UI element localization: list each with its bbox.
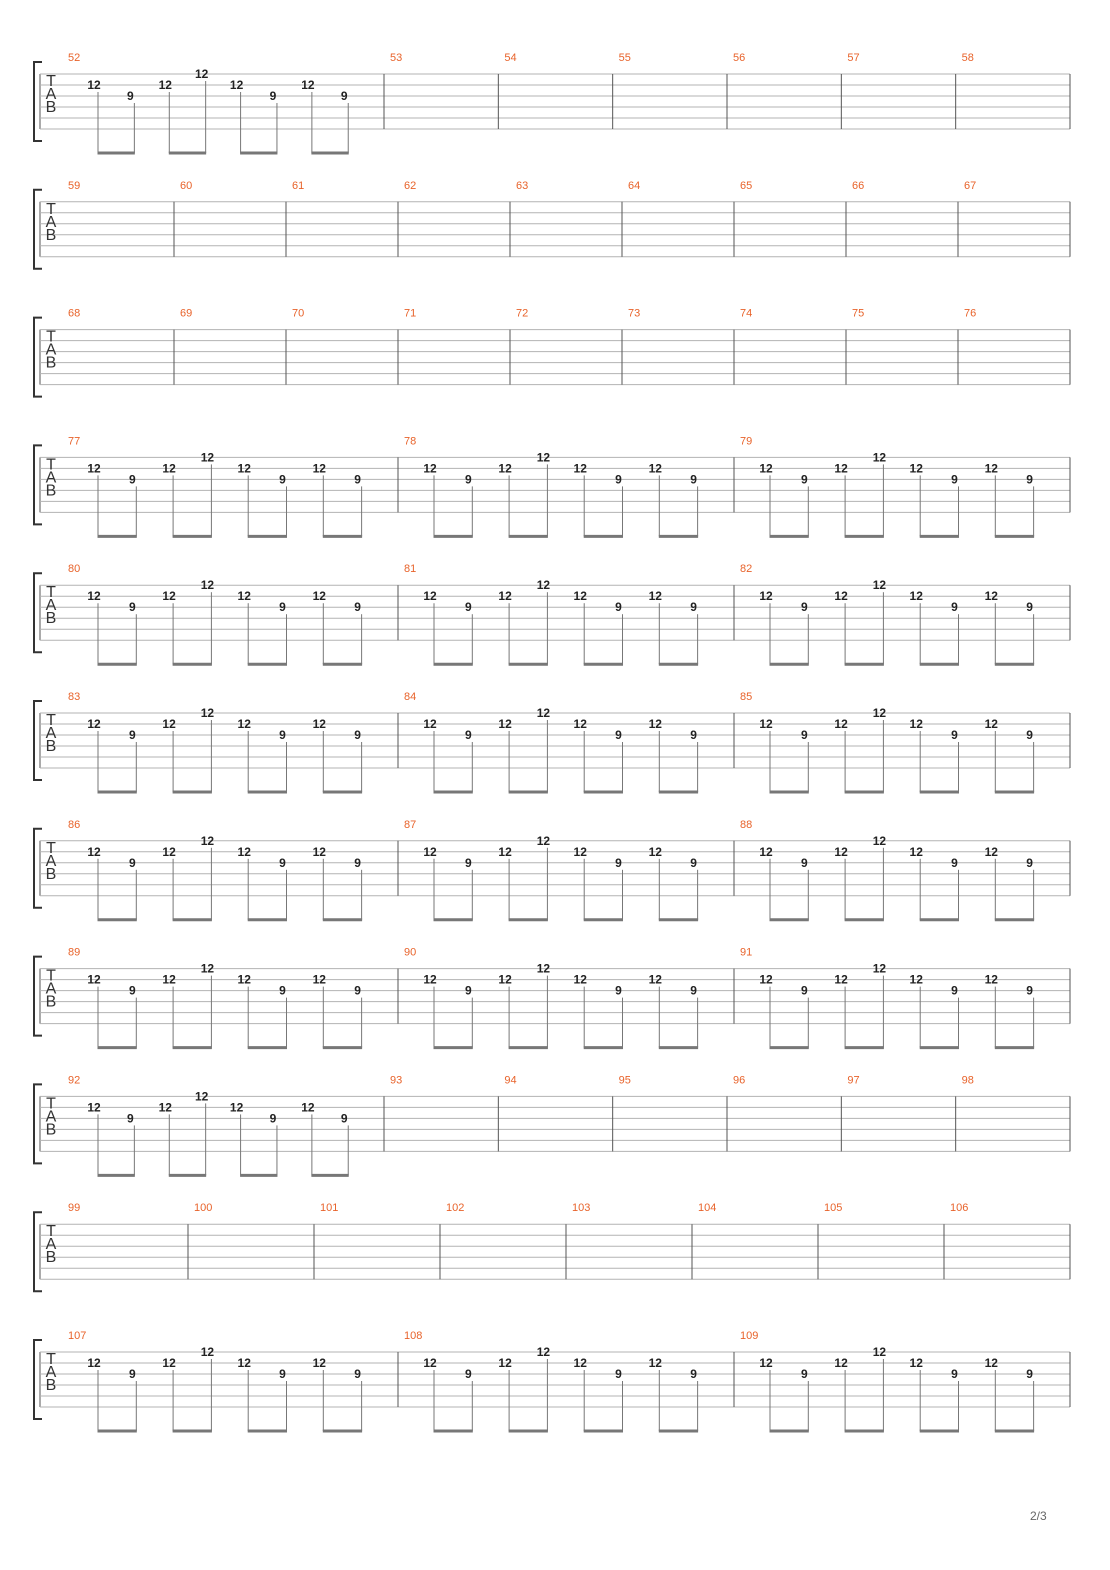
fret-number: 9: [128, 1367, 136, 1381]
fret-number: 12: [312, 972, 326, 987]
fret-number: 12: [194, 67, 209, 81]
measure-number: 92: [68, 1074, 81, 1087]
fret-number: 12: [423, 844, 437, 859]
fret-number: 12: [237, 972, 251, 987]
fret-number: 9: [1026, 855, 1033, 870]
fret-number: 12: [423, 1356, 437, 1370]
fret-number: 12: [162, 589, 176, 604]
fret-number: 9: [615, 1367, 622, 1381]
measure-number: 70: [292, 307, 305, 320]
fret-number: 12: [229, 1100, 244, 1115]
fret-number: 9: [279, 728, 286, 742]
measure-number: 107: [68, 1330, 87, 1342]
fret-number: 9: [464, 472, 472, 487]
fret-number: 12: [834, 1356, 848, 1370]
measure-number: 108: [404, 1330, 423, 1342]
fret-number: 12: [312, 717, 326, 731]
fret-number: 12: [87, 589, 101, 604]
fret-number: 9: [690, 855, 697, 870]
fret-number: 12: [872, 833, 887, 848]
fret-number: 12: [87, 844, 101, 859]
fret-number: 12: [162, 717, 176, 731]
tab-clef-letter: T: [46, 1095, 56, 1113]
fret-number: 12: [194, 1089, 209, 1104]
fret-number: 12: [498, 844, 512, 859]
measure-number: 106: [950, 1202, 969, 1215]
fret-number: 9: [800, 855, 808, 870]
fret-number: 12: [229, 78, 244, 92]
fret-number: 12: [498, 589, 512, 604]
measure-number: 89: [68, 946, 81, 959]
measure-number: 100: [194, 1202, 213, 1215]
fret-number: 12: [648, 844, 662, 859]
fret-number: 9: [464, 983, 472, 998]
tab-clef-letter: B: [45, 1121, 57, 1139]
fret-number: 12: [648, 1356, 662, 1370]
fret-number: 9: [127, 89, 134, 103]
tab-clef-letter: A: [45, 1364, 57, 1381]
measure-number: 56: [733, 52, 746, 64]
fret-number: 9: [615, 472, 622, 487]
measure-number: 53: [390, 52, 403, 64]
fret-number: 12: [909, 717, 923, 731]
measure-number: 68: [68, 307, 81, 320]
fret-number: 12: [872, 450, 887, 465]
tab-clef-letter: A: [45, 341, 57, 359]
fret-number: 12: [984, 972, 998, 987]
measure-number: 85: [740, 691, 753, 703]
fret-number: 9: [354, 600, 361, 615]
fret-number: 9: [128, 983, 136, 998]
fret-number: 12: [312, 461, 326, 476]
measure-number: 95: [618, 1074, 631, 1087]
fret-number: 9: [128, 855, 136, 870]
tab-clef-letter: A: [45, 852, 57, 870]
fret-number: 12: [648, 589, 662, 604]
fret-number: 12: [312, 1356, 326, 1370]
fret-number: 9: [690, 983, 697, 998]
fret-number: 9: [615, 600, 622, 615]
fret-number: 9: [269, 1111, 277, 1126]
fret-number: 12: [237, 461, 251, 476]
measure-number: 63: [516, 179, 529, 192]
measure-number: 66: [852, 179, 865, 192]
measure-number: 55: [618, 52, 631, 64]
measure-number: 101: [320, 1202, 339, 1215]
tab-clef-letter: B: [45, 610, 57, 628]
fret-number: 9: [128, 728, 136, 742]
tab-clef-letter: T: [46, 73, 56, 90]
fret-number: 12: [834, 717, 848, 731]
fret-number: 12: [312, 844, 326, 859]
measure-number: 59: [68, 179, 81, 192]
fret-number: 9: [127, 1111, 134, 1126]
measure-number: 105: [824, 1202, 843, 1215]
measure-number: 84: [404, 691, 417, 703]
fret-number: 12: [759, 844, 773, 859]
fret-number: 12: [162, 844, 176, 859]
fret-number: 9: [279, 983, 286, 998]
fret-number: 12: [498, 461, 512, 476]
fret-number: 12: [759, 1356, 773, 1370]
fret-number: 12: [573, 461, 587, 476]
fret-number: 12: [237, 844, 251, 859]
measure-number: 91: [740, 946, 753, 959]
fret-number: 9: [800, 728, 808, 742]
fret-number: 12: [872, 961, 887, 976]
fret-number: 12: [872, 706, 887, 720]
tab-clef-letter: T: [46, 328, 56, 346]
fret-number: 9: [1026, 983, 1033, 998]
fret-number: 12: [498, 1356, 512, 1370]
measure-number: 82: [740, 563, 753, 576]
fret-number: 12: [872, 578, 887, 593]
tab-clef-letter: T: [46, 456, 56, 474]
fret-number: 12: [162, 972, 176, 987]
measure-number: 76: [964, 307, 977, 320]
fret-number: 9: [690, 600, 697, 615]
fret-number: 12: [158, 78, 172, 92]
fret-number: 9: [951, 728, 958, 742]
fret-number: 9: [615, 855, 622, 870]
measure-number: 75: [852, 307, 865, 320]
measure-number: 71: [404, 307, 417, 320]
fret-number: 9: [1026, 1367, 1033, 1381]
fret-number: 9: [464, 1367, 472, 1381]
fret-number: 12: [87, 461, 101, 476]
fret-number: 9: [279, 600, 286, 615]
fret-number: 9: [128, 472, 136, 487]
tab-clef-letter: B: [45, 993, 57, 1011]
measure-number: 79: [740, 435, 753, 448]
fret-number: 12: [573, 1356, 587, 1370]
measure-number: 60: [180, 179, 193, 192]
fret-number: 12: [759, 717, 773, 731]
tab-clef-letter: A: [45, 1108, 57, 1126]
tab-clef-letter: B: [45, 354, 57, 372]
fret-number: 12: [573, 589, 587, 604]
fret-number: 12: [423, 461, 437, 476]
fret-number: 12: [87, 1100, 101, 1115]
fret-number: 12: [909, 1356, 923, 1370]
fret-number: 9: [354, 472, 361, 487]
tab-clef-letter: A: [45, 86, 57, 103]
fret-number: 9: [464, 728, 472, 742]
fret-number: 9: [354, 855, 361, 870]
fret-number: 12: [648, 717, 662, 731]
fret-number: 12: [909, 461, 923, 476]
tab-clef-letter: B: [45, 865, 57, 883]
fret-number: 12: [834, 461, 848, 476]
fret-number: 9: [269, 89, 277, 103]
fret-number: 9: [951, 600, 958, 615]
fret-number: 12: [312, 589, 326, 604]
measure-number: 86: [68, 818, 81, 831]
fret-number: 12: [301, 78, 315, 92]
fret-number: 9: [690, 1367, 697, 1381]
fret-number: 12: [984, 589, 998, 604]
fret-number: 12: [162, 1356, 176, 1370]
fret-number: 12: [536, 961, 551, 976]
fret-number: 9: [128, 600, 136, 615]
measure-number: 58: [961, 52, 974, 64]
fret-number: 12: [423, 972, 437, 987]
fret-number: 12: [759, 589, 773, 604]
measure-number: 74: [740, 307, 753, 320]
measure-number: 87: [404, 818, 417, 831]
tab-clef-letter: T: [46, 1223, 56, 1241]
fret-number: 9: [279, 1367, 286, 1381]
fret-number: 12: [87, 78, 101, 92]
fret-number: 12: [536, 1345, 551, 1359]
fret-number: 12: [536, 578, 551, 593]
fret-number: 12: [984, 844, 998, 859]
fret-number: 12: [759, 972, 773, 987]
fret-number: 12: [648, 461, 662, 476]
measure-number: 62: [404, 179, 417, 192]
measure-number: 69: [180, 307, 193, 320]
tab-clef-letter: B: [45, 226, 57, 244]
tab-clef-letter: A: [45, 469, 57, 487]
fret-number: 9: [800, 472, 808, 487]
tab-clef-letter: A: [45, 597, 57, 615]
measure-number: 97: [847, 1074, 860, 1087]
fret-number: 12: [162, 461, 176, 476]
measure-number: 81: [404, 563, 417, 576]
fret-number: 12: [87, 1356, 101, 1370]
fret-number: 9: [1026, 600, 1033, 615]
tab-clef-letter: A: [45, 1236, 57, 1254]
tab-clef-letter: B: [45, 1377, 57, 1394]
measure-number: 80: [68, 563, 81, 576]
fret-number: 9: [615, 983, 622, 998]
fret-number: 9: [690, 472, 697, 487]
tab-clef-letter: A: [45, 213, 57, 231]
tab-clef-letter: T: [46, 967, 56, 985]
fret-number: 9: [951, 983, 958, 998]
measure-number: 67: [964, 179, 977, 192]
tab-clef-letter: A: [45, 980, 57, 998]
fret-number: 12: [423, 589, 437, 604]
measure-number: 72: [516, 307, 529, 320]
fret-number: 12: [648, 972, 662, 987]
fret-number: 9: [615, 728, 622, 742]
fret-number: 9: [800, 983, 808, 998]
fret-number: 12: [200, 833, 215, 848]
fret-number: 12: [200, 578, 215, 593]
fret-number: 12: [759, 461, 773, 476]
tab-clef-letter: B: [45, 99, 57, 116]
measure-number: 57: [847, 52, 860, 64]
fret-number: 12: [87, 717, 101, 731]
fret-number: 12: [200, 706, 215, 720]
fret-number: 9: [279, 855, 286, 870]
measure-number: 52: [68, 52, 81, 64]
measure-number: 94: [504, 1074, 517, 1087]
measure-number: 83: [68, 691, 81, 703]
measure-number: 90: [404, 946, 417, 959]
fret-number: 9: [340, 1111, 348, 1126]
measure-number: 77: [68, 435, 81, 448]
fret-number: 12: [909, 972, 923, 987]
fret-number: 12: [200, 961, 215, 976]
measure-number: 93: [390, 1074, 403, 1087]
fret-number: 12: [536, 450, 551, 465]
tab-clef-letter: B: [45, 738, 57, 755]
fret-number: 12: [200, 450, 215, 465]
fret-number: 12: [536, 706, 551, 720]
fret-number: 9: [464, 600, 472, 615]
fret-number: 12: [200, 1345, 215, 1359]
measure-number: 61: [292, 179, 305, 192]
tab-clef-letter: T: [46, 839, 56, 857]
measure-number: 99: [68, 1202, 81, 1215]
measure-number: 54: [504, 52, 517, 64]
tab-clef-letter: T: [46, 712, 56, 729]
fret-number: 12: [984, 461, 998, 476]
fret-number: 9: [800, 1367, 808, 1381]
fret-number: 12: [984, 1356, 998, 1370]
fret-number: 12: [237, 1356, 251, 1370]
fret-number: 12: [834, 844, 848, 859]
tab-clef-letter: B: [45, 1249, 57, 1267]
fret-number: 12: [301, 1100, 315, 1115]
measure-number: 64: [628, 179, 641, 192]
fret-number: 9: [1026, 472, 1033, 487]
fret-number: 9: [279, 472, 286, 487]
fret-number: 12: [498, 972, 512, 987]
measure-number: 78: [404, 435, 417, 448]
fret-number: 12: [158, 1100, 172, 1115]
fret-number: 12: [909, 844, 923, 859]
fret-number: 9: [951, 855, 958, 870]
fret-number: 9: [464, 855, 472, 870]
fret-number: 9: [354, 983, 361, 998]
measure-number: 88: [740, 818, 753, 831]
fret-number: 9: [354, 728, 361, 742]
tab-clef-letter: T: [46, 584, 56, 602]
fret-number: 12: [834, 589, 848, 604]
fret-number: 12: [87, 972, 101, 987]
fret-number: 9: [1026, 728, 1033, 742]
fret-number: 12: [237, 717, 251, 731]
page-number: 2/3: [1030, 1509, 1047, 1523]
measure-number: 73: [628, 307, 641, 320]
fret-number: 12: [536, 833, 551, 848]
fret-number: 12: [909, 589, 923, 604]
fret-number: 9: [354, 1367, 361, 1381]
tab-clef-letter: A: [45, 725, 57, 742]
measure-number: 109: [740, 1330, 759, 1342]
fret-number: 12: [573, 717, 587, 731]
tab-clef-letter: B: [45, 482, 57, 500]
fret-number: 12: [573, 844, 587, 859]
fret-number: 12: [872, 1345, 887, 1359]
measure-number: 96: [733, 1074, 746, 1087]
measure-number: 103: [572, 1202, 591, 1215]
fret-number: 12: [834, 972, 848, 987]
fret-number: 12: [498, 717, 512, 731]
fret-number: 9: [951, 1367, 958, 1381]
fret-number: 12: [237, 589, 251, 604]
tab-clef-letter: T: [46, 1351, 56, 1368]
tab-clef-letter: T: [46, 200, 56, 218]
fret-number: 12: [984, 717, 998, 731]
fret-number: 9: [800, 600, 808, 615]
fret-number: 9: [340, 89, 348, 103]
measure-number: 102: [446, 1202, 465, 1215]
measure-number: 65: [740, 179, 753, 192]
fret-number: 9: [690, 728, 697, 742]
fret-number: 9: [951, 472, 958, 487]
measure-number: 104: [698, 1202, 717, 1215]
fret-number: 12: [423, 717, 437, 731]
measure-number: 98: [961, 1074, 974, 1087]
fret-number: 12: [573, 972, 587, 987]
